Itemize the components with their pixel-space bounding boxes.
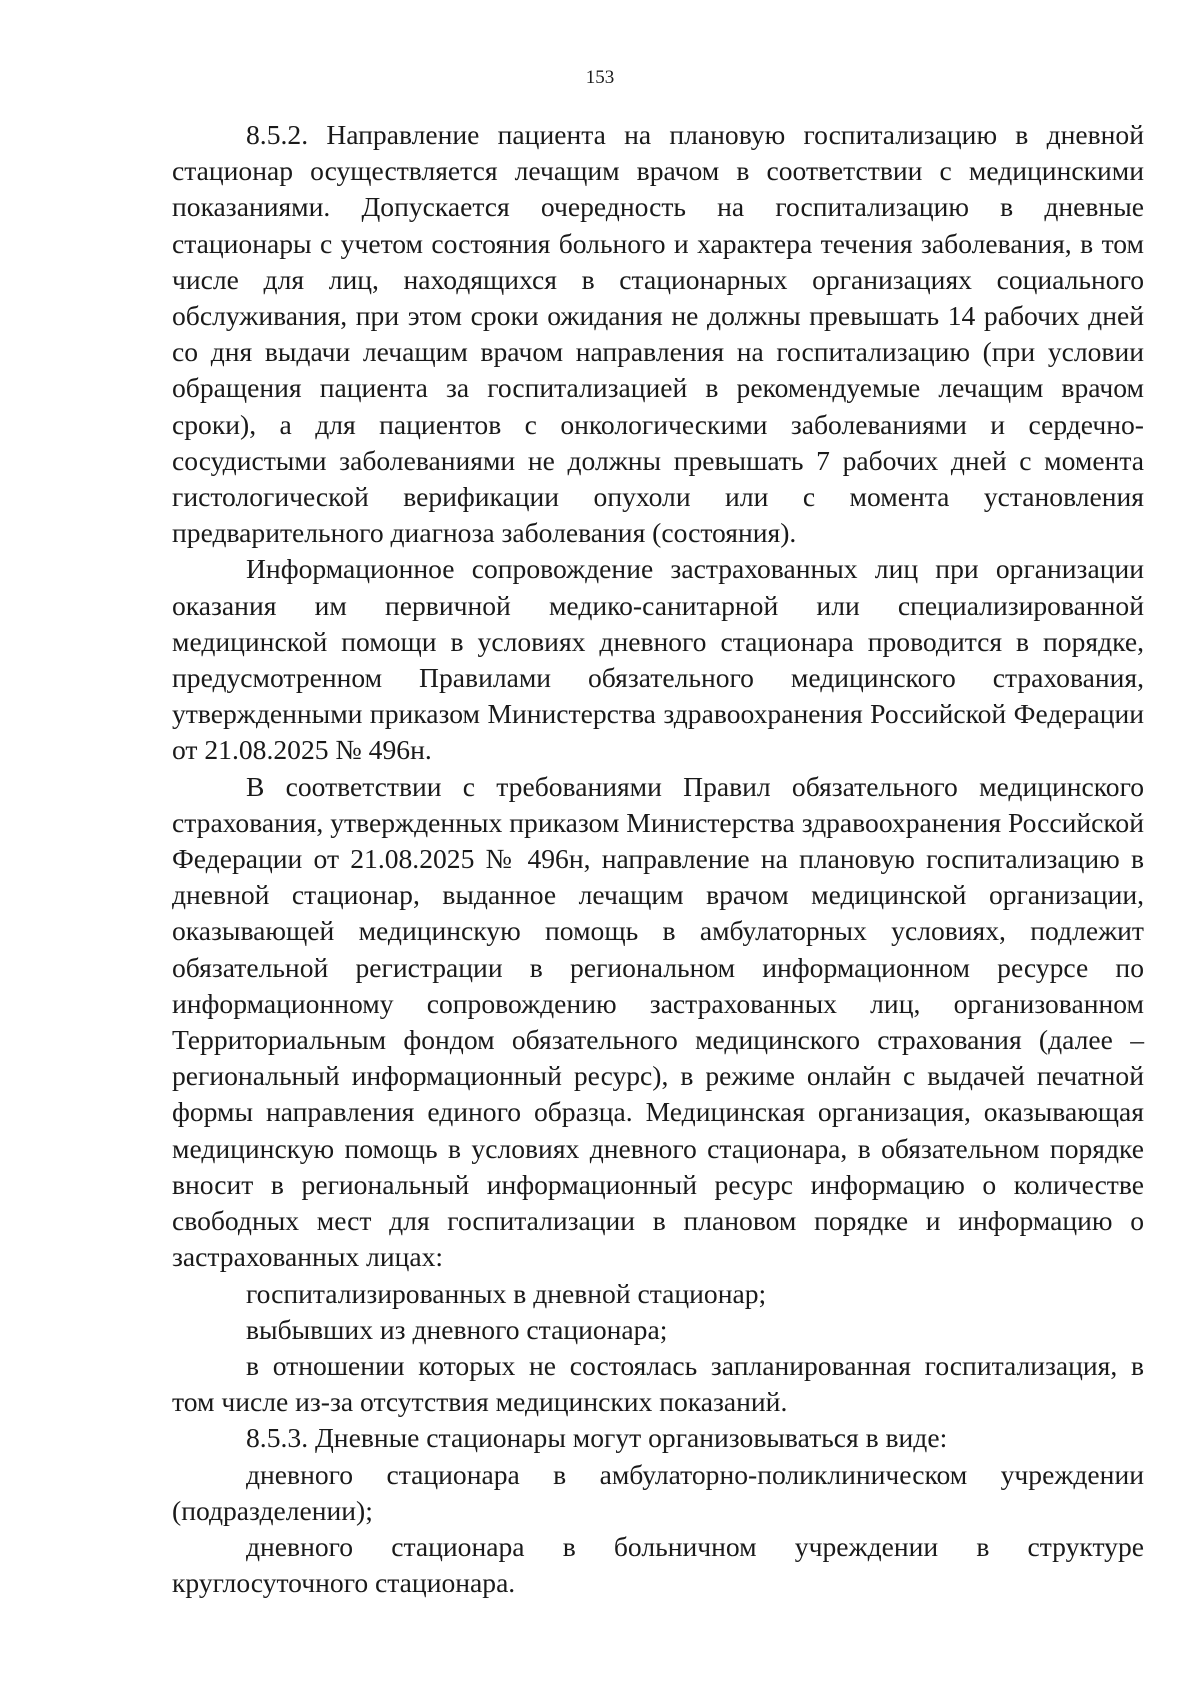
- paragraph-info-support: Информационное сопровождение застрахованных лиц при организации оказания им первичной медико-санитарной или специализированной медицинской помощи в условиях дневного стационара проводится в порядке, предусмотренном Правилами обязательного медицинского страхования, утвержденными приказом Министерства здравоохранения Российской Федерации от 21.08.2025 № 496н.: [172, 553, 1144, 766]
- page-number: 153: [585, 67, 615, 88]
- paragraph-8-5-2: 8.5.2. Направление пациента на плановую госпитализацию в дневной стационар осуществляется лечащим врачом в соответствии с медицинскими показаниями. Допускается очередность на госпитализацию в дневные стационары с учетом состояния больного и характера течения заболевания, в том числе для лиц, находящихся в стационарных организациях социального обслуживания, при этом сроки ожидания не должны превышать 14 рабочих дней со дня выдачи лечащим врачом направления на госпитализацию (при условии обращения пациента за госпитализацией в рекомендуемые лечащим врачом сроки), а для пациентов с онкологическими заболеваниями и сердечно-сосудистыми заболеваниями не должны превышать 7 рабочих дней с момента гистологической верификации опухоли или с момента установления предварительного диагноза заболевания (состояния).: [172, 119, 1144, 549]
- list-item-outpatient-day-hospital: дневного стационара в амбулаторно-поликлиническом учреждении (подразделении);: [172, 1458, 1144, 1526]
- paragraph-oms-requirements: В соответствии с требованиями Правил обязательного медицинского страхования, утвержденных приказом Министерства здравоохранения Российской Федерации от 21.08.2025 № 496н, направление на плановую госпитализацию в дневной стационар, выданное лечащим врачом медицинской организации, оказывающей медицинскую помощь в амбулаторных условиях, подлежит обязательной регистрации в региональном информационном ресурсе по информационному сопровождению застрахованных лиц, организованном Территориальным фондом обязательного медицинского страхования (далее – региональный информационный ресурс), в режиме онлайн с выдачей печатной формы направления единого образца. Медицинская организация, оказывающая медицинскую помощь в условиях дневного стационара, в обязательном порядке вносит в региональный информационный ресурс информацию о количестве свободных мест для госпитализации в плановом порядке и информацию о застрахованных лицах:: [172, 770, 1144, 1273]
- list-item-discharged: выбывших из дневного стационара;: [246, 1313, 668, 1345]
- list-item-hospitalized: госпитализированных в дневной стационар;: [246, 1277, 767, 1309]
- document-body: [172, 117, 1144, 1601]
- list-item-hospital-day-hospital: дневного стационара в больничном учреждении в структуре круглосуточного стационара.: [172, 1530, 1144, 1599]
- paragraph-8-5-3: 8.5.3. Дневные стационары могут организовываться в виде:: [246, 1422, 948, 1454]
- list-item-not-hospitalized: в отношении которых не состоялась запланированная госпитализация, в том числе из-за отсутствия медицинских показаний.: [172, 1349, 1144, 1418]
